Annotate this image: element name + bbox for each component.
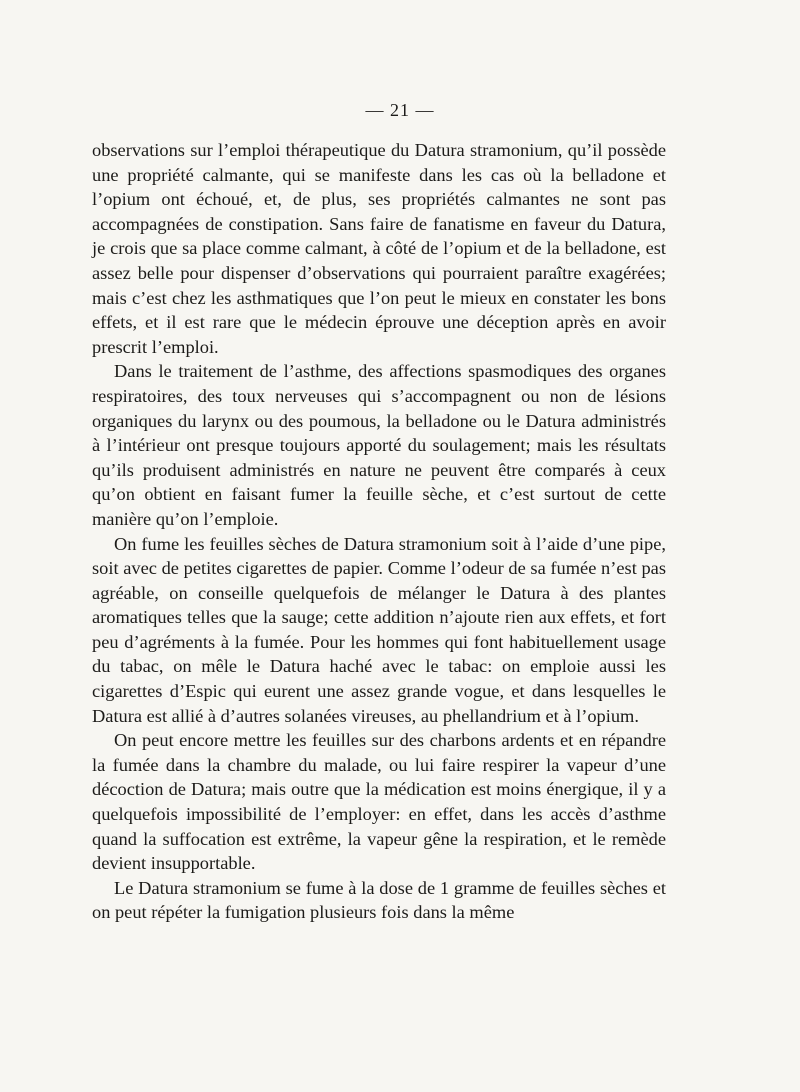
- paragraph: Le Datura stramonium se fume à la dose de 1 gramme de feuilles sèches et on peut répéter la fumigation plusieurs fois dans la même: [92, 877, 666, 923]
- body-text: [92, 138, 666, 925]
- paragraph: Dans le traitement de l’asthme, des affections spasmodiques des organes respiratoires, des toux nerveuses qui s’accompagnent ou non de lésions organiques du larynx ou des poumous, la belladone ou le Datura administrés à l’intérieur ont presque toujours apporté du soulagement; mais les résultats qu’ils produisent administrés en nature ne peuvent être comparés à ceux qu’on obtient en faisant fumer la feuille sèche, et c’est surtout de cette manière qu’on l’emploie.: [92, 361, 666, 529]
- page-number: — 21 —: [365, 100, 435, 120]
- paragraph: On fume les feuilles sèches de Datura stramonium soit à l’aide d’une pipe, soit avec de petites cigarettes de papier. Comme l’odeur de sa fumée n’est pas agréable, on conseille quelquefois de mélanger le Datura à des plantes aromatiques telles que la sauge; cette addition n’ajoute rien aux effets, et fort peu d’agréments à la fumée. Pour les hommes qui font habituellement usage du tabac, on mêle le Datura haché avec le tabac: on emploie aussi les cigarettes d’Espic qui eurent une assez grande vogue, et dans lesquelles le Datura est allié à d’autres solanées vireuses, au phellandrium et à l’opium.: [92, 533, 666, 726]
- paragraph: observations sur l’emploi thérapeutique du Datura stramonium, qu’il possède une propriété calmante, qui se manifeste dans les cas où la belladone et l’opium ont échoué, et, de plus, ses propriétés calmantes ne sont pas accompagnées de constipation. Sans faire de fanatisme en faveur du Datura, je crois que sa place comme calmant, à côté de l’opium et de la belladone, est assez belle pour dispenser d’observations qui pourraient paraître exagérées; mais c’est chez les asthmatiques que l’on peut le mieux en constater les bons effets, et il est rare que le médecin éprouve une déception après en avoir prescrit l’emploi.: [92, 140, 666, 357]
- paragraph: On peut encore mettre les feuilles sur des charbons ardents et en répandre la fumée dans la chambre du malade, ou lui faire respirer la vapeur d’une décoction de Datura; mais outre que la médication est moins énergique, il y a quelquefois impossibilité de l’employer: en effet, dans les accès d’asthme quand la suffocation est extrême, la vapeur gêne la respiration, et le remède devient insupportable.: [92, 730, 666, 874]
